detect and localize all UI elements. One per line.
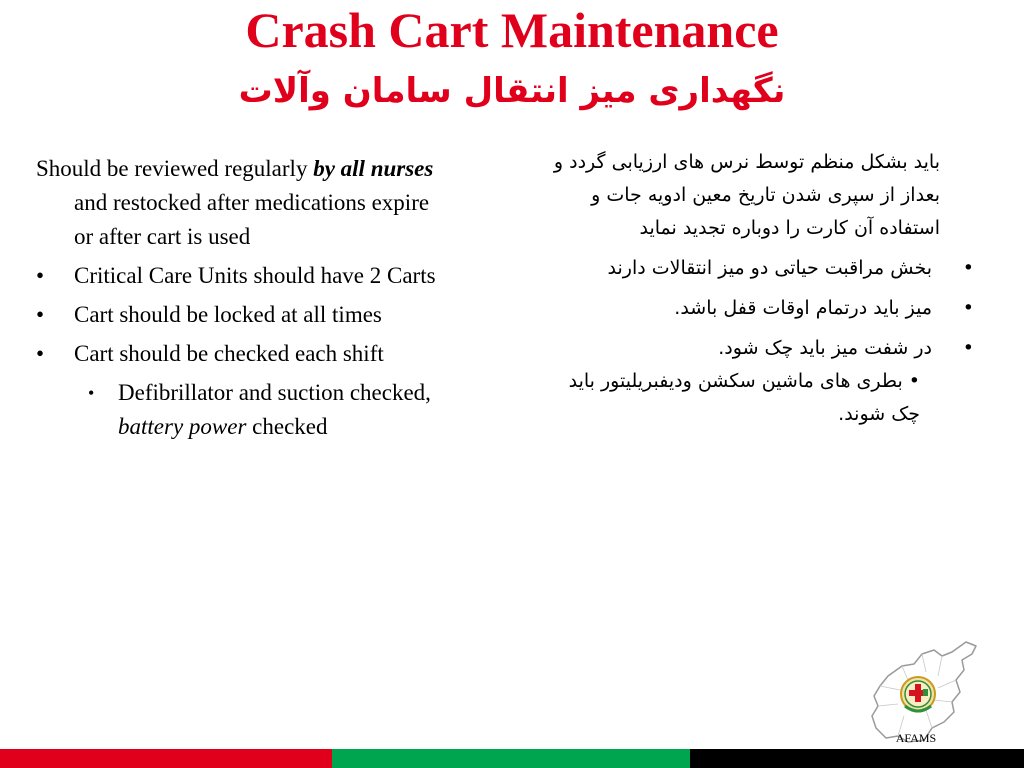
english-sub-emphasis: battery power — [118, 414, 247, 439]
bullet-icon: • — [962, 257, 974, 279]
english-intro-rest: and restocked after medications expire or after cart is used — [74, 190, 430, 249]
bullet-icon: • — [36, 263, 45, 288]
persian-bullet-item — [548, 292, 990, 325]
persian-bullet-text: میز باید درتمام اوقات قفل باشد. — [674, 297, 932, 319]
english-sub-rest: checked — [246, 414, 328, 439]
persian-bullet-text: در شفت میز باید چک شود. — [718, 337, 932, 359]
bullet-icon: • — [908, 370, 920, 392]
slide-title-english: Crash Cart Maintenance — [245, 2, 779, 58]
flag-bar-green-segment — [332, 749, 690, 768]
bullet-icon: • — [962, 297, 974, 319]
english-bullet-item — [36, 259, 446, 293]
english-sub-text: Defibrillator and suction checked, — [118, 380, 431, 405]
english-content-column — [36, 152, 446, 444]
persian-bullet-item — [548, 332, 990, 365]
organization-label: AFAMS — [895, 731, 937, 745]
english-intro-text: Should be reviewed regularly — [36, 156, 314, 181]
persian-sub-text: بطری های ماشین سکشن ودیفبریلیتور باید چک شوند. — [568, 370, 920, 425]
persian-intro-paragraph: باید بشکل منظم توسط نرس های ارزیابی گردد و بعداز از سپری شدن تاریخ معین ادویه جات و استفاده آن کارت را دوباره تجدید نماید — [553, 151, 940, 239]
persian-content-column — [548, 146, 990, 431]
persian-bullet-item — [548, 252, 990, 285]
english-sub-bullet-item — [36, 376, 446, 444]
persian-bullet-text: بخش مراقبت حیاتی دو میز انتقالات دارند — [607, 257, 932, 279]
bullet-icon: • — [962, 337, 974, 359]
english-bullet-item — [36, 337, 446, 371]
flag-bar-black-segment — [690, 749, 1024, 768]
english-intro-emphasis: by all nurses — [313, 156, 434, 181]
english-bullet-text: Cart should be locked at all times — [74, 302, 382, 327]
bullet-icon: • — [36, 302, 45, 327]
english-intro-paragraph — [36, 152, 446, 254]
persian-sub-bullet-item — [548, 365, 990, 431]
bullet-icon: • — [36, 341, 45, 366]
english-bullet-item — [36, 298, 446, 332]
flag-bar-red-segment — [0, 749, 332, 768]
english-bullet-text: Cart should be checked each shift — [74, 341, 384, 366]
flag-color-bar — [0, 749, 1024, 768]
english-bullet-text: Critical Care Units should have 2 Carts — [74, 263, 436, 288]
bullet-icon: • — [88, 383, 95, 403]
slide-title-persian: نگهداری میز انتقال سامان وآلات — [238, 71, 786, 111]
